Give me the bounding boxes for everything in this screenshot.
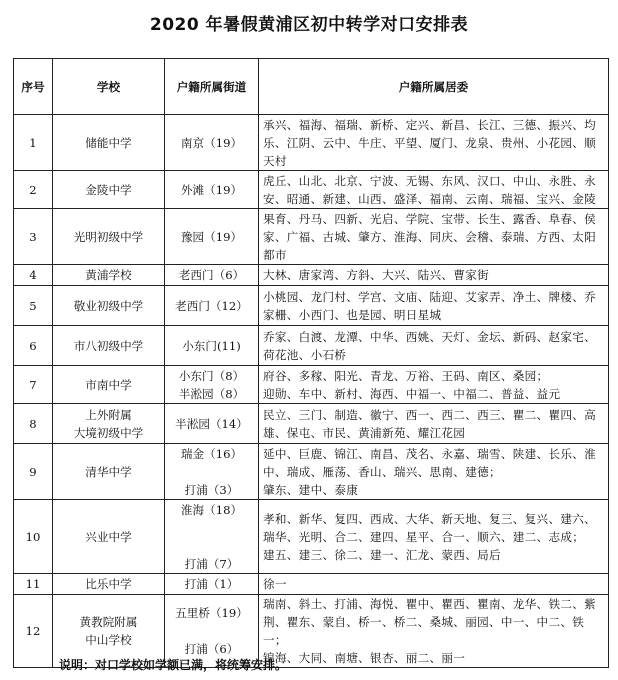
row-residents: 虎丘、山北、北京、宁波、无锡、东风、汉口、中山、永胜、永安、昭通、新建、山西、盛泽、福南、云南、瑞福、宝兴、金陵 xyxy=(259,171,609,209)
table-row xyxy=(14,265,609,286)
street-line: 打浦（7） xyxy=(184,556,239,571)
transfer-table xyxy=(13,58,609,668)
row-school: 市南中学 xyxy=(53,366,165,404)
row-school: 比乐中学 xyxy=(53,574,165,595)
row-school: 市八初级中学 xyxy=(53,326,165,366)
table-row xyxy=(14,500,609,574)
row-school: 储能中学 xyxy=(53,115,165,171)
row-street xyxy=(165,404,259,444)
row-street xyxy=(165,574,259,595)
street-line: 老西门（12） xyxy=(175,298,248,313)
residents-line: 迎勋、车中、新村、海西、中福一、中福二、普益、益元 xyxy=(263,386,561,401)
residents-line: 延中、巨鹿、锦江、南昌、茂名、永嘉、瑞雪、陕建、长乐、淮中、瑞成、雁荡、香山、瑞兴、思南、建德； xyxy=(263,446,597,479)
row-school xyxy=(53,404,165,444)
row-no: 10 xyxy=(14,500,53,574)
street-line: 打浦（6） xyxy=(184,642,239,656)
row-school: 黄浦学校 xyxy=(53,265,165,286)
row-no: 11 xyxy=(14,574,53,595)
street-line: 外滩（19） xyxy=(180,182,243,197)
row-street xyxy=(165,265,259,286)
row-residents xyxy=(259,444,609,500)
residents-line: 肇东、建中、泰康 xyxy=(263,482,359,497)
table-header-row xyxy=(14,59,609,115)
table-row xyxy=(14,326,609,366)
row-school: 兴业中学 xyxy=(53,500,165,574)
street-line: 豫园（19） xyxy=(180,229,243,244)
residents-line: 孝和、新华、复四、西成、大华、新天地、复三、复兴、建六、瑞华、光明、合二、建四、星平、合一、顺六、建二、志成； xyxy=(263,511,597,544)
street-line: 老西门（6） xyxy=(178,268,245,282)
row-no: 9 xyxy=(14,444,53,500)
row-no: 7 xyxy=(14,366,53,404)
header-street: 户籍所属街道 xyxy=(165,59,259,115)
row-street xyxy=(165,171,259,209)
row-street xyxy=(165,366,259,404)
footnote: 说明：对口学校如学额已满，将统筹安排。 xyxy=(59,658,288,672)
school-line: 中山学校 xyxy=(85,633,132,647)
street-line: 小东门(11) xyxy=(182,338,241,353)
header-school: 学校 xyxy=(53,59,165,115)
table-row xyxy=(14,444,609,500)
street-line: 半淞园（8） xyxy=(178,386,245,401)
table-row xyxy=(14,209,609,265)
row-residents: 承兴、福海、福瑞、新桥、定兴、新昌、长江、三德、振兴、均乐、江阴、云中、牛庄、平望、厦门、龙泉、贵州、小花园、顺天村 xyxy=(259,115,609,171)
street-line: 瑞金（16） xyxy=(180,446,243,461)
row-no: 6 xyxy=(14,326,53,366)
row-school: 金陵中学 xyxy=(53,171,165,209)
row-school: 清华中学 xyxy=(53,444,165,500)
row-street xyxy=(165,326,259,366)
residents-line: 瑞南、斜土、打浦、海悦、瞿中、瞿西、瞿南、龙华、铁二、紫荆、瞿东、蒙自、桥一、桥二、桑城、丽园、中一、中二、铁一； xyxy=(263,597,597,647)
row-residents: 小桃园、龙门村、学宫、文庙、陆迎、艾家弄、净土、牌楼、乔家栅、小西门、也是园、明日星城 xyxy=(259,286,609,326)
table-row xyxy=(14,366,609,404)
row-school: 敬业初级中学 xyxy=(53,286,165,326)
street-line: 五里桥（19） xyxy=(175,606,248,620)
school-line: 黄教院附属 xyxy=(79,615,138,629)
row-street xyxy=(165,209,259,265)
row-street xyxy=(165,500,259,574)
row-no: 5 xyxy=(14,286,53,326)
row-no: 3 xyxy=(14,209,53,265)
row-no: 2 xyxy=(14,171,53,209)
row-residents xyxy=(259,366,609,404)
school-line: 上外附属 xyxy=(85,407,132,422)
row-residents: 果育、丹马、四新、光启、学院、宝带、长生、露香、阜春、侯家、广福、古城、肇方、淮海、同庆、会稽、泰瑞、方西、太阳都市 xyxy=(259,209,609,265)
row-residents: 徐一 xyxy=(259,574,609,595)
row-street xyxy=(165,286,259,326)
street-line: 打浦（1） xyxy=(184,577,239,591)
header-no: 序号 xyxy=(14,59,53,115)
row-residents: 民立、三门、制造、徽宁、西一、西二、西三、瞿二、瞿四、高雄、保屯、市民、黄浦新苑、耀江花园 xyxy=(259,404,609,444)
table-row xyxy=(14,115,609,171)
row-street xyxy=(165,444,259,500)
residents-line: 建五、建三、徐二、建一、汇龙、蒙西、局后 xyxy=(263,547,501,562)
row-residents xyxy=(259,595,609,668)
row-residents: 乔家、白渡、龙潭、中华、西姚、天灯、金坛、新码、赵家宅、荷花池、小石桥 xyxy=(259,326,609,366)
street-line: 南京（19） xyxy=(180,135,243,150)
row-residents xyxy=(259,500,609,574)
row-no: 4 xyxy=(14,265,53,286)
table-row xyxy=(14,404,609,444)
page-title: 2020 年暑假黄浦区初中转学对口安排表 xyxy=(149,15,469,35)
row-no: 12 xyxy=(14,595,53,668)
row-street xyxy=(165,115,259,171)
school-line: 大境初级中学 xyxy=(73,425,144,440)
row-no: 8 xyxy=(14,404,53,444)
street-line: 淮海（18） xyxy=(180,502,243,517)
row-residents: 大林、唐家湾、方斜、大兴、陆兴、曹家街 xyxy=(259,265,609,286)
header-residents: 户籍所属居委 xyxy=(259,59,609,115)
table-row xyxy=(14,286,609,326)
table-row xyxy=(14,171,609,209)
row-school: 光明初级中学 xyxy=(53,209,165,265)
street-line: 半淞园（14） xyxy=(175,416,248,431)
row-no: 1 xyxy=(14,115,53,171)
street-line: 小东门（8） xyxy=(178,368,245,383)
residents-line: 锦海、大同、南塘、银杏、丽二、丽一 xyxy=(263,651,466,665)
street-line: 打浦（3） xyxy=(184,482,239,497)
residents-line: 府谷、多稼、阳光、青龙、万裕、王码、南区、桑园； xyxy=(263,368,549,383)
table-row xyxy=(14,574,609,595)
